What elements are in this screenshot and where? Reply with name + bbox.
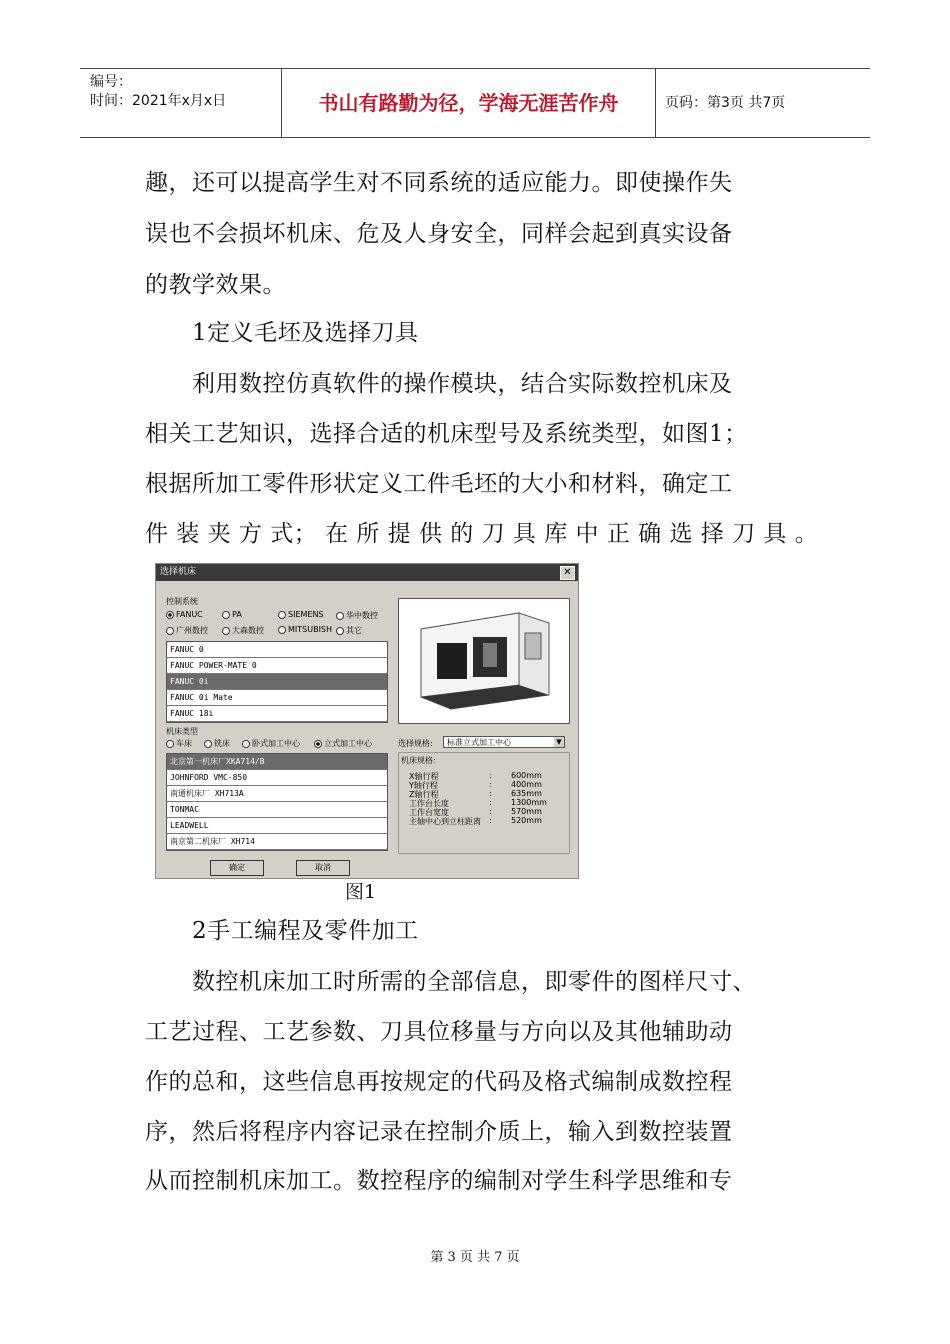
list-item[interactable]: FANUC 0	[167, 642, 387, 658]
spec-key: 主轴中心到立柱距离	[409, 817, 481, 826]
paragraph-line: 从而控制机床加工。数控程序的编制对学生科学思维和专	[145, 1168, 733, 1194]
date-label: 时间：2021年x月x日	[90, 93, 227, 109]
radio-icon	[336, 612, 344, 620]
radio-icon	[314, 740, 322, 748]
select-spec-label: 选择规格:	[398, 739, 433, 748]
radio-system-other[interactable]: 其它	[336, 625, 362, 636]
radio-system-pa[interactable]: PA	[222, 610, 242, 619]
list-item[interactable]: JOHNFORD VMC-850	[167, 770, 387, 786]
header-meta	[80, 69, 282, 137]
spec-value: 1300mm	[511, 798, 547, 807]
paragraph-line: 根据所加工零件形状定义工件毛坯的大小和材料，确定工	[145, 471, 733, 497]
radio-icon	[278, 611, 286, 619]
paragraph-line: 序，然后将程序内容记录在控制介质上，输入到数控装置	[145, 1119, 733, 1145]
page-footer: 第 3 页 共 7 页	[430, 1250, 520, 1265]
radio-system-guangzhou[interactable]: 广州数控	[166, 625, 208, 636]
spec-panel: 机床规格: X轴行程 : 600mm Y轴行程 : 400mm Z轴行程 : 635mm 工作台长度 : 1300mm 工作台宽度 : 570mm 主轴中心到立柱距离 : 520mm	[398, 752, 570, 854]
machine-illustration-icon	[399, 599, 569, 723]
radio-system-dasen[interactable]: 大森数控	[222, 625, 264, 636]
paragraph-line: 作的总和，这些信息再按规定的代码及格式编制成数控程	[145, 1069, 733, 1095]
spec-value: 635mm	[511, 789, 542, 798]
spec-select[interactable]: 标准立式加工中心 ▼	[443, 736, 565, 748]
paragraph-line: 利用数控仿真软件的操作模块，结合实际数控机床及	[192, 371, 733, 397]
paragraph-line: 数控机床加工时所需的全部信息，即零件的图样尺寸、	[192, 969, 756, 995]
spec-key: Z轴行程	[409, 790, 439, 799]
list-item[interactable]: FANUC 0i Mate	[167, 690, 387, 706]
list-item[interactable]: 北京第一机床厂XKA714/B	[167, 754, 387, 770]
section-heading: 1定义毛坯及选择刀具	[192, 320, 419, 346]
system-list	[166, 641, 388, 723]
paragraph-line: 趣，还可以提高学生对不同系统的适应能力。即使操作失	[145, 170, 733, 196]
spec-key: 工作台宽度	[409, 808, 449, 817]
paragraph-line: 的教学效果。	[145, 272, 286, 298]
spec-key: X轴行程	[409, 772, 439, 781]
radio-type-vertical[interactable]: 立式加工中心	[314, 738, 372, 749]
radio-icon	[166, 611, 174, 619]
paragraph-line: 件 装 夹 方 式； 在 所 提 供 的 刀 具 库 中 正 确 选 择 刀 具 。	[145, 521, 819, 547]
radio-icon	[222, 611, 230, 619]
ok-button[interactable]: 确定	[210, 860, 264, 876]
dialog-titlebar	[156, 564, 578, 581]
radio-system-siemens[interactable]: SIEMENS	[278, 610, 324, 619]
spec-key: Y轴行程	[409, 781, 438, 790]
radio-icon	[242, 740, 250, 748]
spec-key: 工作台长度	[409, 799, 449, 808]
list-item[interactable]: FANUC 18i	[167, 706, 387, 722]
radio-icon	[204, 740, 212, 748]
radio-system-huazhong[interactable]: 华中数控	[336, 610, 378, 621]
machine-select-dialog	[155, 563, 579, 879]
radio-type-mill[interactable]: 铣床	[204, 738, 230, 749]
radio-icon	[166, 627, 174, 635]
spec-value: 520mm	[511, 816, 542, 825]
close-icon[interactable]: ✕	[560, 566, 575, 580]
radio-icon	[166, 740, 174, 748]
spec-value: 570mm	[511, 807, 542, 816]
paragraph-line: 误也不会损坏机床、危及人身安全，同样会起到真实设备	[145, 221, 733, 247]
machine-list	[166, 753, 388, 851]
list-item[interactable]: LEADWELL	[167, 818, 387, 834]
paragraph-line: 相关工艺知识，选择合适的机床型号及系统类型，如图1；	[145, 421, 748, 447]
spec-value: 600mm	[511, 771, 542, 780]
number-label: 编号：	[90, 74, 132, 90]
page-header	[80, 68, 870, 138]
radio-icon	[278, 626, 286, 634]
header-motto: 书山有路勤为径，学海无涯苦作舟	[282, 69, 656, 137]
list-item[interactable]: TONMAC	[167, 802, 387, 818]
machine-preview-image	[398, 598, 570, 724]
radio-icon	[336, 627, 344, 635]
list-item[interactable]: 南京第二机床厂 XH714	[167, 834, 387, 850]
header-page-info: 页码：第3页 共7页	[665, 95, 786, 111]
radio-system-fanuc[interactable]: FANUC	[166, 610, 203, 619]
cancel-button[interactable]: 取消	[296, 860, 350, 876]
list-item[interactable]: 南通机床厂 XH713A	[167, 786, 387, 802]
machine-type-label: 机床类型	[166, 727, 198, 736]
spec-title: 机床规格:	[401, 756, 436, 765]
control-system-label: 控制系统	[166, 597, 198, 606]
list-item[interactable]: FANUC 0i	[167, 674, 387, 690]
list-item[interactable]: FANUC POWER-MATE 0	[167, 658, 387, 674]
paragraph-line: 工艺过程、工艺参数、刀具位移量与方向以及其他辅助动	[145, 1019, 733, 1045]
radio-type-lathe[interactable]: 车床	[166, 738, 192, 749]
radio-type-horizontal[interactable]: 卧式加工中心	[242, 738, 300, 749]
section-heading: 2手工编程及零件加工	[192, 918, 419, 944]
radio-icon	[222, 627, 230, 635]
figure-caption: 图1	[345, 881, 377, 903]
chevron-down-icon: ▼	[554, 737, 564, 747]
spec-value: 400mm	[511, 780, 542, 789]
dialog-title: 选择机床	[160, 567, 197, 577]
radio-system-mitsubishi[interactable]: MITSUBISH	[278, 625, 332, 634]
